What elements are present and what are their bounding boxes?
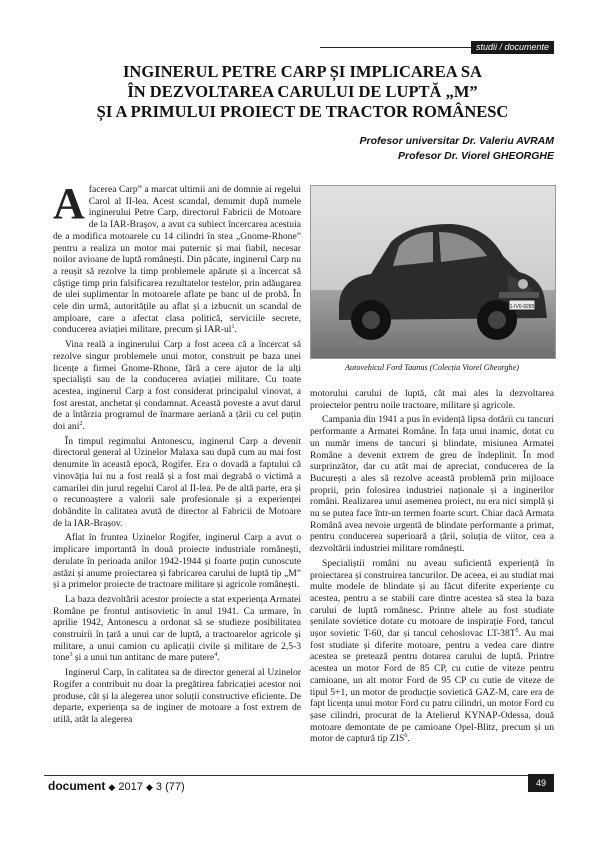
- footnote-ref: 5: [515, 627, 519, 634]
- paragraph-5-tail: și a unui tun antitanc de mare putere: [72, 652, 215, 664]
- paragraph-9-text: Specialiștii români nu aveau suficientă experiență în proiectarea și construirea tancurilor. De aceea, ei au studiat mai multe modele de blindate și au făcut diferite experiențe cu acestea, pentru a se stabili care dintre acestea să stea la baza carului de luptă românesc. Printre altele au fost studiate șenilate sovietice dotate cu motoare de inspirație Ford, tancul ușor sovietic T-60, dar și tancul cehoslovac LT-38T: [310, 557, 554, 640]
- paragraph-8: Campania din 1941 a pus în evidență lipsa dotării cu tancuri performante a Armatei Române. În fața unui inamic, dotat cu un număr imens de tancuri și blindate, misiunea Armatei Române a devenit extrem de greu de îndeplinit. În mod surprinzător, dar cu atât mai de apreciat, conducerea de la București a ales să rezolve această problemă prin mijloace proprii, prin folosirea industriei naționale și a inginerilor români. Realizarea unui asemenea proiect, nu era nici simplă și nu se putea face într-un termen foarte scurt. Chiar dacă Armata Română avea nevoie urgentă de blindate performante a primat, pentru conducerea superioară a țării, soluția de viitor, cea a dezvoltării industriei militare românești.: [310, 414, 554, 555]
- paragraph-6: Inginerul Carp, în calitatea sa de director general al Uzinelor Rogifer a contribuit nu doar la pregătirea fabricației acestor noi produse, cât și la alegerea unor soluții constructive eficiente. De departe, experiența sa de inginer de motoare a fost extrem de utilă, atât la alegerea: [53, 667, 301, 725]
- photo-caption: Autovehicul Ford Taunus (Colecția Viorel Gheorghe): [345, 363, 519, 372]
- diamond-icon: ◆: [108, 782, 116, 792]
- dropcap: A: [53, 179, 85, 228]
- journal-brand: document: [48, 779, 106, 793]
- section-tag: studii / documente: [471, 41, 554, 54]
- footer-issue: 3 (77): [155, 781, 185, 793]
- footnote-ref: 3: [69, 652, 73, 659]
- car-photo: [310, 185, 556, 359]
- author-1: Profesor universitar Dr. Valeriu AVRAM: [359, 135, 554, 147]
- footnote-ref: 1: [231, 324, 235, 331]
- footer-rule: [44, 775, 554, 776]
- diamond-icon: ◆: [145, 782, 153, 792]
- article-title: [60, 62, 545, 122]
- title-line-1: INGINERUL PETRE CARP ȘI IMPLICAREA SA: [123, 62, 482, 81]
- author-2: Profesor Dr. Viorel GHEORGHE: [398, 150, 554, 162]
- paragraph-4: Aflat în fruntea Uzinelor Rogifer, inginerul Carp a avut o implicare importantă în două proiecte industriale românești, derulate în perioada anilor 1942-1944 și foarte puțin cunoscute astăzi și anume proiectarea și fabricarea carului de luptă tip „M” și a primelor proiecte de tractoare militare și agricole românești.: [53, 532, 301, 591]
- title-line-2: ÎN DEZVOLTAREA CARULUI DE LUPTĂ „M”: [127, 82, 478, 101]
- license-plate: 1-IV0-9285: [509, 304, 535, 310]
- paragraph-1-text: facerea Carp” a marcat ultimii ani de domnie ai regelui Carol al II-lea. Acest scandal, denumit după numele inginerului Petre Carp, directorul Fabricii de Motoare de la IAR-Brașov, a avut ca subiect încercarea acestuia de a modifica motoarele cu 14 cilindri în stea „Gnome-Rhone” pentru a realiza un motor mai puternic și mai fiabil, necesar noilor avioane de luptă românești. Din păcate, inginerul Carp nu a reușit să rezolve la timp problemele apărute și a încercat să câștige timp prin falsificarea rezultatelor testelor, prin adăugarea de ulei suplimentar în motoarele aflate pe banc ul de probă. În cele din urmă, autoritățile au aflat și a izbucnit un scandal de amploare, care a afectat clasa politică, serviciile secrete, conducerea aviației militare, precum și IAR-ul: [53, 184, 301, 336]
- paragraph-2-text: Vina reală a inginerului Carp a fost aceea că a încercat să rezolve singur problemele unui motor, construit pe baza unei licențe a firmei Gnome-Rhone, fără a cere ajutor de la alți specialiști sau de la conducerea aviației militare. Cu toate acestea, inginerul Carp a fost considerat principalul vinovat, a fost arestat, anchetat și condamnat. Această poveste a avut darul de a întârzia programul de înarmare aeriană a țării cu cel puțin doi ani: [53, 339, 301, 433]
- footnote-ref: 2: [79, 420, 83, 427]
- paragraph-9: Specialiștii români nu aveau suficientă experiență în proiectarea și construirea tancurilor. De aceea, ei au studiat mai multe modele de blindate și au făcut diferite experiențe cu acestea, pentru a se stabili care dintre acestea să stea la baza carului de luptă românesc. Printre altele au fost studiate șenilate sovietice dotate cu motoare de inspirație Ford, tancul ușor sovietic T-60, dar și tancul cehoslovac $LT-38T^5$. Au mai fost studiate și diferite motoare, pentru a vedea care dintre acestea se pretează pentru dotarea carului de luptă. Printre acestea un motor Ford de 85 CP, cu cutie de viteze pentru camioane, un alt motor Ford de 95 CP cu cutie de viteze de tipul 5+1, un motor de producție sovietică GAZ-M, care era de fapt licența unui motor Ford cu patru cilindri, un motor Ford cu șase cilindri, procurat de la Atelierul KYNAP-Odessa, două motoare demontate de pe camioane Opel-Blitz, precum și un motor de captură tip ZIS$^6$.: [310, 557, 554, 745]
- footer: [48, 779, 185, 794]
- paragraph-5-text: La baza dezvoltării acestor proiecte a stat experiența Armatei Române pe frontul antisovietic în anul 1941. Ca urmare, în aprilie 1942, Antonescu a ordonat să se studieze posibilitatea construirii în țară a unui car de luptă, a tractoarelor agricole și militare, a unui camion cu aplicații civile și militare de 2,5-3 tone: [53, 593, 301, 664]
- right-column: [310, 388, 554, 748]
- paragraph-7: motorului carului de luptă, cât mai ales la dezvoltarea proiectelor pentru noile tractoare, militare și agricole.: [310, 388, 554, 411]
- footer-year: 2017: [118, 781, 143, 793]
- authors: [359, 134, 554, 164]
- footnote-ref: 4: [214, 652, 218, 659]
- footnote-ref: 6: [404, 733, 408, 740]
- paragraph-2: Vina reală a inginerului Carp a fost aceea că a încercat să rezolve singur problemele unui motor, construit pe baza unei licențe a firmei Gnome-Rhone, fără a cere ajutor de la alți specialiști sau de la conducerea aviației militare. Cu toate acestea, inginerul Carp a fost considerat principalul vinovat, a fost arestat, anchetat și condamnat. Această poveste a avut darul de a întârzia programul de înarmare aeriană a țării cu cel puțin doi ani$^2$.: [53, 339, 301, 433]
- left-column: [53, 179, 301, 729]
- paragraph-1: Afacerea Carp” a marcat ultimii ani de domnie ai regelui Carol al II-lea. Acest scandal, denumit după numele inginerului Petre Carp, directorul Fabricii de Motoare de la IAR-Brașov, a avut ca subiect încercarea acestuia de a modifica motoarele cu 14 cilindri în stea „Gnome-Rhone” pentru a realiza un motor mai puternic și mai fiabil, necesar noilor avioane de luptă românești. Din păcate, inginerul Carp nu a reușit să rezolve la timp problemele apărute și a încercat să câștige timp prin falsificarea rezultatelor testelor, prin adăugarea de ulei suplimentar în motoarele aflate pe banc ul de probă. În cele din urmă, autoritățile au aflat și a izbucnit un scandal de amploare, care a afectat clasa politică, serviciile secrete, conducerea aviației militare, precum și IAR-$ul^1$.: [53, 179, 301, 336]
- title-line-3: ȘI A PRIMULUI PROIECT DE TRACTOR ROMÂNESC: [96, 102, 509, 121]
- paragraph-5: La baza dezvoltării acestor proiecte a stat experiența Armatei Române pe frontul antisovietic în anul 1941. Ca urmare, în aprilie 1942, Antonescu a ordonat să se studieze posibilitatea construirii în țară a unui car de luptă, a tractoarelor agricole și militare, a unui camion cu aplicații civile și militare de 2,5-3 tone$^3$ și a unui tun antitanc de mare putere$^4$.: [53, 593, 301, 664]
- section-header: [320, 41, 554, 55]
- page-number: 49: [528, 774, 554, 792]
- paragraph-9-tail: . Au mai fost studiate și diferite motoare, pentru a vedea care dintre acestea se pretează pentru dotarea carului de luptă. Printre acestea un motor Ford de 85 CP, cu cutie de viteze pentru camioane, un alt motor Ford de 95 CP cu cutie de viteze de tipul 5+1, un motor de producție sovietică GAZ-M, care era de fapt licența unui motor Ford cu patru cilindri, un motor Ford cu șase cilindri, procurat de la Atelierul KYNAP-Odessa, două motoare demontate de pe camioane Opel-Blitz, precum și un motor de captură tip ZIS: [310, 628, 554, 745]
- paragraph-3: În timpul regimului Antonescu, inginerul Carp a devenit directorul general al Uzinelor Malaxa sau după cum au mai fost denumite în această epocă, Rogifer. Era o dovadă a faptului că vinovăția lui nu a fost reală și a fost mai degrabă o victimă a camarilei din jurul regelui Carol al II-lea. Pe de altă parte, era și o recunoaștere a valorii sale profesionale și a experienței dobândite în calitatea avută de director al Fabricii de Motoare de la IAR-Brașov.: [53, 435, 301, 529]
